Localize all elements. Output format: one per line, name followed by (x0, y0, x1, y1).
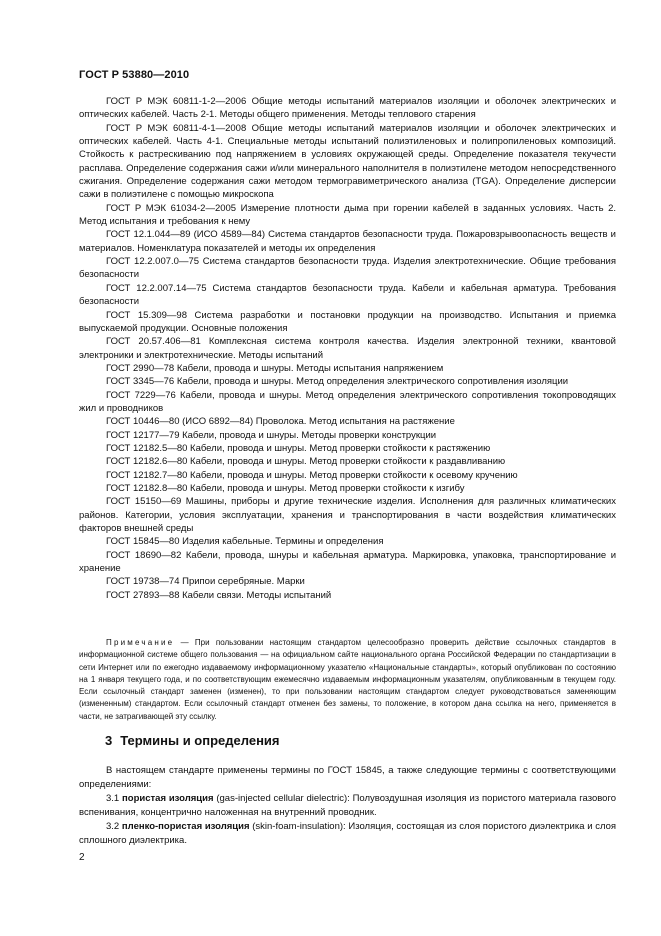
definition-term: пористая изоляция (122, 793, 214, 804)
section-heading (105, 733, 280, 748)
note-text: — При пользовании настоящим стандартом целесообразно проверить действие ссылочных стандартов в информационной системе общего пользования — на официальном сайте национального органа Российской Федерации по стандартизации в сети Интернет или по ежегодно издаваемому информационному указателю «Национальные стандарты», который опубликован по состоянию на 1 января текущего года, и по соответствующим ежемесячно издаваемым информационным указателям, опубликованным в текущем году. Если ссылочный стандарт заменен (изменен), то при пользовании настоящим стандартом следует руководствоваться заменяющим (измененным) стандартом. Если ссылочный стандарт отменен без замены, то положение, в котором дана ссылка на него, применяется в части, не затрагивающей эту ссылку. (79, 638, 616, 721)
definition-number: 3.2 (106, 821, 120, 832)
reference-item: ГОСТ 12177—79 Кабели, провода и шнуры. Методы проверки конструкции (106, 429, 437, 441)
definition-item (79, 820, 616, 848)
reference-item: ГОСТ 15845—80 Изделия кабельные. Термины и определения (106, 536, 384, 548)
section-number: 3 (105, 733, 113, 748)
reference-item: ГОСТ 12.2.007.14—75 Система стандартов безопасности труда. Кабели и кабельная арматура. Требования безопасности (79, 282, 616, 308)
reference-item: ГОСТ 15150—69 Машины, приборы и другие технические изделия. Исполнения для различных климатических районов. Категории, условия эксплуатации, хранения и транспортирования в части воздействия климатических факторов внешней среды (79, 496, 616, 534)
definition-number: 3.1 (106, 793, 120, 804)
reference-item: ГОСТ 12.2.007.0—75 Система стандартов безопасности труда. Изделия электротехнические. Общие требования безопасности (79, 256, 616, 281)
reference-item: ГОСТ 15.309—98 Система разработки и постановки продукции на производство. Испытания и приемка выпускаемой продукции. Основные положения (79, 309, 616, 334)
definition-text: (skin-foam-insulation): Изоляция, состоящая из слоя пористого диэлектрика и слоя сплошного диэлектрика. (79, 821, 617, 846)
reference-item: ГОСТ 18690—82 Кабели, провода, шнуры и кабельная арматура. Маркировка, упаковка, транспортирование и хранение (79, 549, 616, 575)
reference-item: ГОСТ 12.1.044—89 (ИСО 4589—84) Система стандартов безопасности труда. Пожаровзрывоопасность веществ и материалов. Номенклатура показателей и методы их определения (79, 229, 616, 254)
definitions-block (79, 764, 616, 848)
definitions-intro: В настоящем стандарте применены термины по ГОСТ 15845, а также следующие термины с соответствующими определениями: (79, 765, 616, 790)
reference-item: ГОСТ 12182.6—80 Кабели, провода и шнуры. Метод проверки стойкости к раздавливанию (106, 456, 506, 468)
reference-item: ГОСТ Р МЭК 60811-1-2—2006 Общие методы испытаний материалов изоляции и оболочек электрических и оптических кабелей. Часть 2-1. Методы общего применения. Методы теплового старения (79, 96, 616, 121)
reference-item: ГОСТ 10446—80 (ИСО 6892—84) Проволока. Метод испытания на растяжение (106, 416, 455, 428)
page-number: 2 (79, 852, 85, 863)
section-title: Термины и определения (120, 733, 280, 748)
reference-item: ГОСТ 2990—78 Кабели, провода и шнуры. Методы испытания напряжением (106, 362, 444, 374)
reference-item: ГОСТ Р МЭК 60811-4-1—2008 Общие методы испытаний материалов изоляции и оболочек электрических и оптических кабелей. Часть 4-1. Специальные методы испытаний полиэтиленовых и полипропиленовых композиций. Стойкость к растрескиванию под напряжением в условиях окружающей среды. Определение показателя текучести расплава. Определение содержания сажи и/или минерального наполнителя в полиэтилене методом непосредственного сжигания. Определение содержания сажи методом термогравиметрического анализа (TGA). Определение дисперсии сажи в полиэтилене с помощью микроскопа (79, 122, 616, 201)
reference-item: ГОСТ 20.57.406—81 Комплексная система контроля качества. Изделия электронной техники, квантовой электроники и электротехнические. Методы испытаний (79, 336, 616, 361)
note-paragraph (79, 637, 616, 723)
reference-item: ГОСТ 12182.7—80 Кабели, провода и шнуры. Метод проверки стойкости к осевому кручению (106, 469, 518, 481)
reference-item: ГОСТ Р МЭК 61034-2—2005 Измерение плотности дыма при горении кабелей в заданных условиях. Часть 2. Метод испытания и требования к нему (79, 202, 616, 228)
note-label: Примечание (106, 638, 175, 647)
note-block (79, 637, 616, 723)
definition-text: (gas-injected cellular dielectric): Полувоздушная изоляция из пористого материала газового вспенивания, концентрично наложенная на внутренний проводник. (79, 793, 617, 818)
definition-item (79, 792, 616, 820)
reference-item: ГОСТ 3345—76 Кабели, провода и шнуры. Метод определения электрического сопротивления изоляции (106, 376, 569, 388)
reference-item: ГОСТ 19738—74 Припои серебряные. Марки (106, 576, 305, 588)
reference-item: ГОСТ 12182.8—80 Кабели, провода и шнуры. Метод проверки стойкости к изгибу (106, 482, 465, 494)
reference-item: ГОСТ 7229—76 Кабели, провода и шнуры. Метод определения электрического сопротивления токопроводящих жил и проводников (79, 389, 616, 414)
reference-item: ГОСТ 12182.5—80 Кабели, провода и шнуры. Метод проверки стойкости к растяжению (106, 442, 491, 454)
reference-item: ГОСТ 27893—88 Кабели связи. Методы испытаний (106, 589, 332, 601)
definition-term: пленко-пористая изоляция (121, 821, 250, 832)
normative-references-list (79, 95, 616, 602)
document-header: ГОСТ Р 53880—2010 (79, 69, 190, 81)
